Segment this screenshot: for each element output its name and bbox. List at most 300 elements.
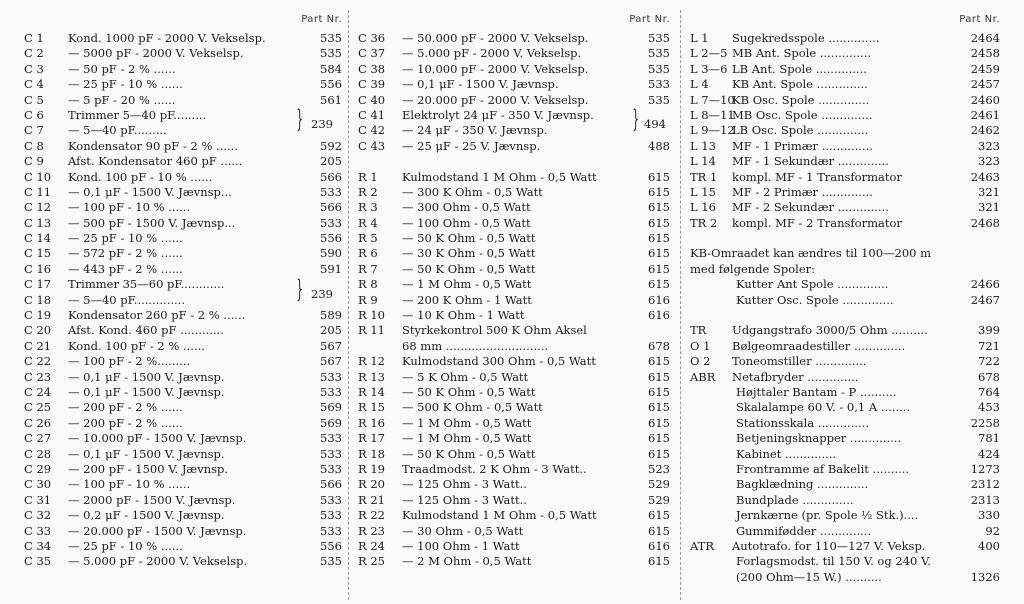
component-description: — 10.000 pF - 1500 V. Jævnsp. xyxy=(68,431,247,446)
table-row xyxy=(690,170,1000,185)
component-code xyxy=(690,400,732,415)
component-description: — 2 M Ohm - 0,5 Watt xyxy=(402,554,532,569)
table-row xyxy=(358,508,670,523)
component-code: C 2 xyxy=(24,46,44,61)
table-row xyxy=(358,139,670,154)
component-description: — 100 pF - 10 % ...... xyxy=(68,477,191,492)
component-code: C 9 xyxy=(24,154,44,169)
group-part-number: 494 xyxy=(644,117,666,131)
table-row xyxy=(24,46,342,61)
table-row xyxy=(358,462,670,477)
table-row xyxy=(690,185,1000,200)
component-description: Bagklædning .............. xyxy=(736,477,869,492)
table-row xyxy=(690,477,1000,492)
component-code: O 2 xyxy=(690,354,711,369)
component-code: C 13 xyxy=(24,215,52,230)
part-number: 533 xyxy=(320,446,342,461)
part-number: 533 xyxy=(320,461,342,476)
component-description: Kond. 1000 pF - 2000 V. Vekselsp. xyxy=(68,31,266,45)
table-row xyxy=(690,385,1000,400)
part-number xyxy=(964,554,1000,569)
component-description: — 1 M Ohm - 0,5 Watt xyxy=(402,431,532,446)
table-row xyxy=(690,323,1000,338)
component-code: R 14 xyxy=(358,384,385,399)
component-description: Afst. Kondensator 460 pF ...... xyxy=(68,154,243,169)
table-row xyxy=(24,93,342,108)
component-code: R 20 xyxy=(358,477,385,492)
component-code: R 13 xyxy=(358,369,385,384)
part-number: 533 xyxy=(320,215,342,230)
table-row xyxy=(690,262,1000,277)
component-code: R 24 xyxy=(358,538,385,553)
part-number: 616 xyxy=(648,308,670,323)
table-row xyxy=(690,277,1000,292)
part-number: 1326 xyxy=(970,569,1000,584)
component-description: Kutter Osc. Spole .............. xyxy=(736,292,894,307)
part-number: 2459 xyxy=(970,61,1000,76)
part-number: 615 xyxy=(648,508,670,523)
note-text: KB-Omraadet kan ændres til 100—200 m xyxy=(690,246,932,261)
part-number: 535 xyxy=(648,92,670,107)
component-description: — 100 Ohm - 1 Watt xyxy=(402,538,520,553)
table-row xyxy=(24,277,342,292)
component-description: — 5—40 pF......... xyxy=(68,123,167,138)
component-code: L 2—5 xyxy=(690,46,728,61)
part-number: 615 xyxy=(648,384,670,399)
part-number: 615 xyxy=(648,215,670,230)
table-row xyxy=(24,416,342,431)
component-description: — 300 Ohm - 0,5 Watt xyxy=(402,200,531,215)
component-description: — 2000 pF - 1500 V. Jævnsp. xyxy=(68,492,236,507)
part-number: 2312 xyxy=(970,477,1000,492)
part-number xyxy=(964,308,1000,323)
component-description: Trimmer 5—40 pF......... xyxy=(68,107,207,122)
table-row xyxy=(358,108,670,123)
column-capacitors-resistors xyxy=(358,0,670,604)
component-description: — 20.000 pF - 2000 V. Vekselsp. xyxy=(402,92,589,107)
part-number: 323 xyxy=(978,138,1000,153)
part-number: 561 xyxy=(320,92,342,107)
table-row xyxy=(24,231,342,246)
component-description: — 443 pF - 2 % ...... xyxy=(68,261,183,276)
part-number: 2466 xyxy=(970,277,1000,292)
part-number xyxy=(964,231,1000,246)
component-description: — 5.000 pF - 2000 V. Vekselsp. xyxy=(402,46,582,61)
component-description: Skalalampe 60 V. - 0,1 A ........ xyxy=(736,400,911,415)
component-description: — 10.000 pF - 2000 V. Vekselsp. xyxy=(402,61,589,76)
component-code: C 18 xyxy=(24,292,52,307)
table-row xyxy=(690,108,1000,123)
part-number: 591 xyxy=(320,261,342,276)
part-number: 569 xyxy=(320,400,342,415)
component-description: kompl. MF - 1 Transformator xyxy=(732,169,902,184)
table-row xyxy=(690,354,1000,369)
component-code: C 16 xyxy=(24,261,52,276)
part-number: 533 xyxy=(648,77,670,92)
group-brace: } xyxy=(296,275,304,303)
component-code: L 16 xyxy=(690,200,716,215)
table-row xyxy=(358,262,670,277)
table-row xyxy=(690,46,1000,61)
component-description: — 5 K Ohm - 0,5 Watt xyxy=(402,369,529,384)
component-description: — 50 pF - 2 % ...... xyxy=(68,61,176,76)
part-number: 569 xyxy=(320,415,342,430)
component-description: Toneomstiller .............. xyxy=(732,354,867,369)
component-code: L 8—11 xyxy=(690,107,735,122)
table-row xyxy=(358,231,670,246)
component-code: C 15 xyxy=(24,246,52,261)
component-code: C 10 xyxy=(24,169,52,184)
component-code: C 32 xyxy=(24,508,52,523)
component-code: L 9—12 xyxy=(690,123,735,138)
table-row xyxy=(358,524,670,539)
part-number: 424 xyxy=(978,446,1000,461)
table-row xyxy=(690,154,1000,169)
table-row xyxy=(358,447,670,462)
part-number: 321 xyxy=(978,200,1000,215)
part-number: 615 xyxy=(648,354,670,369)
part-number: 205 xyxy=(320,323,342,338)
component-code: ABR xyxy=(690,369,716,384)
component-code xyxy=(690,431,732,446)
table-row xyxy=(690,123,1000,138)
component-description: — 0,1 μF - 1500 V. Jævnsp. xyxy=(402,77,559,92)
column-capacitors-1 xyxy=(24,0,342,604)
component-description: MB Ant. Spole .............. xyxy=(732,46,872,61)
table-row xyxy=(24,431,342,446)
part-number: 781 xyxy=(978,431,1000,446)
component-description: — 200 pF - 2 % ...... xyxy=(68,415,183,430)
component-description: — 5—40 pF.............. xyxy=(68,292,185,307)
table-row xyxy=(690,508,1000,523)
component-code: R 19 xyxy=(358,461,385,476)
table-row xyxy=(690,339,1000,354)
component-description: MF - 2 Sekundær .............. xyxy=(732,200,889,215)
component-code xyxy=(690,231,732,246)
component-code: R 12 xyxy=(358,354,385,369)
component-code: TR xyxy=(690,323,707,338)
component-code: R 2 xyxy=(358,184,378,199)
component-code: R 18 xyxy=(358,446,385,461)
part-number: 615 xyxy=(648,369,670,384)
table-row xyxy=(690,539,1000,554)
component-description: Afst. Kond. 460 pF ............ xyxy=(68,323,224,338)
component-code: R 10 xyxy=(358,308,385,323)
part-number: 764 xyxy=(978,384,1000,399)
component-code: R 4 xyxy=(358,215,378,230)
table-row xyxy=(358,400,670,415)
component-code: R 3 xyxy=(358,200,378,215)
table-row xyxy=(24,462,342,477)
part-number: 2313 xyxy=(970,492,1000,507)
part-number: 566 xyxy=(320,200,342,215)
part-number: 2457 xyxy=(970,77,1000,92)
table-row xyxy=(358,154,670,169)
part-number: 616 xyxy=(648,538,670,553)
part-number: 1273 xyxy=(970,461,1000,476)
part-number: 615 xyxy=(648,200,670,215)
part-number: 615 xyxy=(648,261,670,276)
component-description: Kutter Ant Spole .............. xyxy=(736,277,889,292)
part-nr-header: Part Nr. xyxy=(959,14,1000,25)
component-description: Bølgeomraadestiller .............. xyxy=(732,338,906,353)
component-code: C 28 xyxy=(24,446,52,461)
component-description: — 20.000 pF - 1500 V. Jævnsp. xyxy=(68,523,247,538)
table-row xyxy=(358,539,670,554)
component-description: — 0,1 μF - 1500 V. Jævnsp... xyxy=(68,184,232,199)
part-number: 535 xyxy=(320,31,342,45)
component-description: — 50 K Ohm - 0,5 Watt xyxy=(402,384,536,399)
part-number: 592 xyxy=(320,138,342,153)
component-code: C 23 xyxy=(24,369,52,384)
table-row xyxy=(690,93,1000,108)
parts-list xyxy=(24,31,342,570)
table-row xyxy=(24,508,342,523)
table-row xyxy=(358,554,670,569)
part-number: 556 xyxy=(320,538,342,553)
group-part-number: 239 xyxy=(311,287,333,301)
component-code: C 8 xyxy=(24,138,44,153)
component-code: C 26 xyxy=(24,415,52,430)
component-code: C 21 xyxy=(24,338,52,353)
component-description: — 0,1 μF - 1500 V. Jævnsp. xyxy=(68,369,225,384)
part-number: 535 xyxy=(648,31,670,45)
component-code: C 43 xyxy=(358,138,386,153)
table-row xyxy=(24,293,342,308)
part-number: 523 xyxy=(648,461,670,476)
part-number xyxy=(640,154,670,169)
table-row xyxy=(24,370,342,385)
component-description: Kulmodstand 1 M Ohm - 0,5 Watt xyxy=(402,169,597,184)
table-row xyxy=(24,554,342,569)
component-code xyxy=(690,308,732,323)
component-description: — 572 pF - 2 % ...... xyxy=(68,246,183,261)
table-row xyxy=(24,493,342,508)
part-number: 615 xyxy=(648,169,670,184)
table-row xyxy=(358,77,670,92)
part-number: 584 xyxy=(320,61,342,76)
part-number: 722 xyxy=(978,354,1000,369)
part-number: 2468 xyxy=(970,215,1000,230)
component-code: C 25 xyxy=(24,400,52,415)
component-description: Jernkærne (pr. Spole ½ Stk.).... xyxy=(736,508,919,523)
component-code: R 16 xyxy=(358,415,385,430)
component-code: L 4 xyxy=(690,77,709,92)
table-row xyxy=(690,200,1000,215)
table-row xyxy=(24,323,342,338)
component-code: C 38 xyxy=(358,61,386,76)
table-row xyxy=(24,170,342,185)
component-code: C 34 xyxy=(24,538,52,553)
table-row xyxy=(358,385,670,400)
component-description: Frontramme af Bakelit .......... xyxy=(736,461,910,476)
component-code: C 11 xyxy=(24,184,52,199)
part-number: 488 xyxy=(648,138,670,153)
component-code: R 9 xyxy=(358,292,378,307)
component-code: C 27 xyxy=(24,431,52,446)
table-row xyxy=(24,339,342,354)
component-code: C 4 xyxy=(24,77,44,92)
component-code: L 7—10 xyxy=(690,92,735,107)
table-row xyxy=(358,370,670,385)
part-number: 533 xyxy=(320,384,342,399)
parts-list xyxy=(690,31,1000,585)
table-row xyxy=(358,493,670,508)
table-row xyxy=(358,123,670,138)
component-description: MF - 2 Primær .............. xyxy=(732,184,873,199)
table-row xyxy=(358,93,670,108)
part-number: 399 xyxy=(978,323,1000,338)
component-description: — 0,1 μF - 1500 V. Jævnsp. xyxy=(68,384,225,399)
part-number: 330 xyxy=(978,508,1000,523)
part-number: 323 xyxy=(978,154,1000,169)
table-row xyxy=(24,308,342,323)
part-number: 678 xyxy=(648,338,670,353)
table-row xyxy=(358,62,670,77)
component-description: — 125 Ohm - 3 Watt.. xyxy=(402,477,527,492)
part-number: 615 xyxy=(648,554,670,569)
table-row xyxy=(24,139,342,154)
component-description: — 200 K Ohm - 1 Watt xyxy=(402,292,532,307)
table-row xyxy=(690,493,1000,508)
part-number: 615 xyxy=(648,184,670,199)
table-row xyxy=(24,77,342,92)
component-code: O 1 xyxy=(690,338,711,353)
component-description: — 30 K Ohm - 0,5 Watt xyxy=(402,246,536,261)
component-description: — 500 pF - 1500 V. Jævnsp... xyxy=(68,215,236,230)
part-number xyxy=(640,323,670,338)
table-row xyxy=(690,524,1000,539)
component-description: LB Ant. Spole .............. xyxy=(732,61,867,76)
table-row xyxy=(690,139,1000,154)
component-code xyxy=(690,493,732,508)
table-row xyxy=(24,216,342,231)
component-code: C 42 xyxy=(358,123,386,138)
component-code: C 41 xyxy=(358,107,386,122)
component-description: Kond. 100 pF - 2 % ...... xyxy=(68,338,205,353)
table-row xyxy=(24,447,342,462)
component-description: KB Ant. Spole .............. xyxy=(732,77,868,92)
component-code: R 21 xyxy=(358,492,385,507)
component-description: MB Osc. Spole .............. xyxy=(732,107,873,122)
table-row xyxy=(24,539,342,554)
component-code: C 1 xyxy=(24,31,44,45)
component-description: Bundplade .............. xyxy=(736,492,854,507)
table-row xyxy=(358,216,670,231)
component-description: — 25 pF - 10 % ...... xyxy=(68,231,183,246)
part-number: 535 xyxy=(320,46,342,61)
component-code: R 25 xyxy=(358,554,385,569)
table-row xyxy=(358,416,670,431)
component-description: Kulmodstand 300 Ohm - 0,5 Watt xyxy=(402,354,596,369)
component-code: C 37 xyxy=(358,46,386,61)
component-description: — 0,2 μF - 1500 V. Jævnsp. xyxy=(68,508,225,523)
table-row xyxy=(358,170,670,185)
table-row xyxy=(358,354,670,369)
table-row xyxy=(358,308,670,323)
column-divider xyxy=(348,10,349,600)
component-description: — 25 pF - 10 % ...... xyxy=(68,77,183,92)
table-row xyxy=(358,31,670,46)
component-code: C 14 xyxy=(24,231,52,246)
component-code: C 3 xyxy=(24,61,44,76)
component-description xyxy=(402,154,640,169)
table-row xyxy=(358,431,670,446)
part-number: 2464 xyxy=(970,31,1000,45)
table-row xyxy=(24,123,342,138)
component-description: — 500 K Ohm - 0,5 Watt xyxy=(402,400,543,415)
component-description: Kondensator 260 pF - 2 % ...... xyxy=(68,308,246,323)
table-row xyxy=(690,77,1000,92)
table-row xyxy=(690,554,1000,569)
component-code: ATR xyxy=(690,538,715,553)
table-row xyxy=(690,31,1000,46)
group-brace: } xyxy=(632,105,640,133)
component-description: — 10 K Ohm - 1 Watt xyxy=(402,308,525,323)
component-description: — 0,1 μF - 1500 V. Jævnsp. xyxy=(68,446,225,461)
component-description: — 5.000 pF - 2000 V. Vekselsp. xyxy=(68,554,248,569)
component-description: — 50 K Ohm - 0,5 Watt xyxy=(402,261,536,276)
table-row xyxy=(24,354,342,369)
part-number: 321 xyxy=(978,184,1000,199)
table-row xyxy=(24,154,342,169)
component-code xyxy=(358,339,402,354)
component-description: — 24 μF - 350 V. Jævnsp. xyxy=(402,123,548,138)
component-code: C 6 xyxy=(24,107,44,122)
part-number: 615 xyxy=(648,400,670,415)
table-row xyxy=(690,462,1000,477)
table-row xyxy=(24,31,342,46)
component-description: — 200 pF - 1500 V. Jævnsp. xyxy=(68,461,229,476)
table-row xyxy=(690,400,1000,415)
part-number: 535 xyxy=(648,61,670,76)
table-row xyxy=(690,416,1000,431)
component-code xyxy=(690,508,732,523)
part-number: 615 xyxy=(648,431,670,446)
table-row xyxy=(690,246,1000,261)
part-number: 2467 xyxy=(970,292,1000,307)
component-description: (200 Ohm—15 W.) .......... xyxy=(736,569,882,584)
component-code: C 22 xyxy=(24,354,52,369)
component-description: — 50 K Ohm - 0,5 Watt xyxy=(402,231,536,246)
component-description: Netafbryder .............. xyxy=(732,369,859,384)
table-row xyxy=(358,293,670,308)
component-description: Udgangstrafo 3000/5 Ohm .......... xyxy=(732,323,928,338)
part-number: 589 xyxy=(320,308,342,323)
part-number: 678 xyxy=(978,369,1000,384)
component-code xyxy=(690,293,732,308)
table-row xyxy=(690,308,1000,323)
component-description: — 25 μF - 25 V. Jævnsp. xyxy=(402,138,541,153)
component-description: Forlagsmodst. til 150 V. og 240 V. xyxy=(736,554,931,569)
part-number: 2462 xyxy=(970,123,1000,138)
part-number: 533 xyxy=(320,369,342,384)
component-code xyxy=(690,277,732,292)
component-code: C 35 xyxy=(24,554,52,569)
part-number: 205 xyxy=(320,154,342,169)
component-code: R 23 xyxy=(358,523,385,538)
component-code: C 24 xyxy=(24,384,52,399)
table-row xyxy=(24,400,342,415)
component-description: — 300 K Ohm - 0,5 Watt xyxy=(402,184,543,199)
component-code: TR 1 xyxy=(690,169,718,184)
component-description: — 100 Ohm - 0,5 Watt xyxy=(402,215,531,230)
table-row xyxy=(24,185,342,200)
component-description: — 1 M Ohm - 0,5 Watt xyxy=(402,277,532,292)
table-row xyxy=(690,431,1000,446)
component-code xyxy=(690,524,732,539)
component-description: MF - 1 Sekundær .............. xyxy=(732,154,889,169)
